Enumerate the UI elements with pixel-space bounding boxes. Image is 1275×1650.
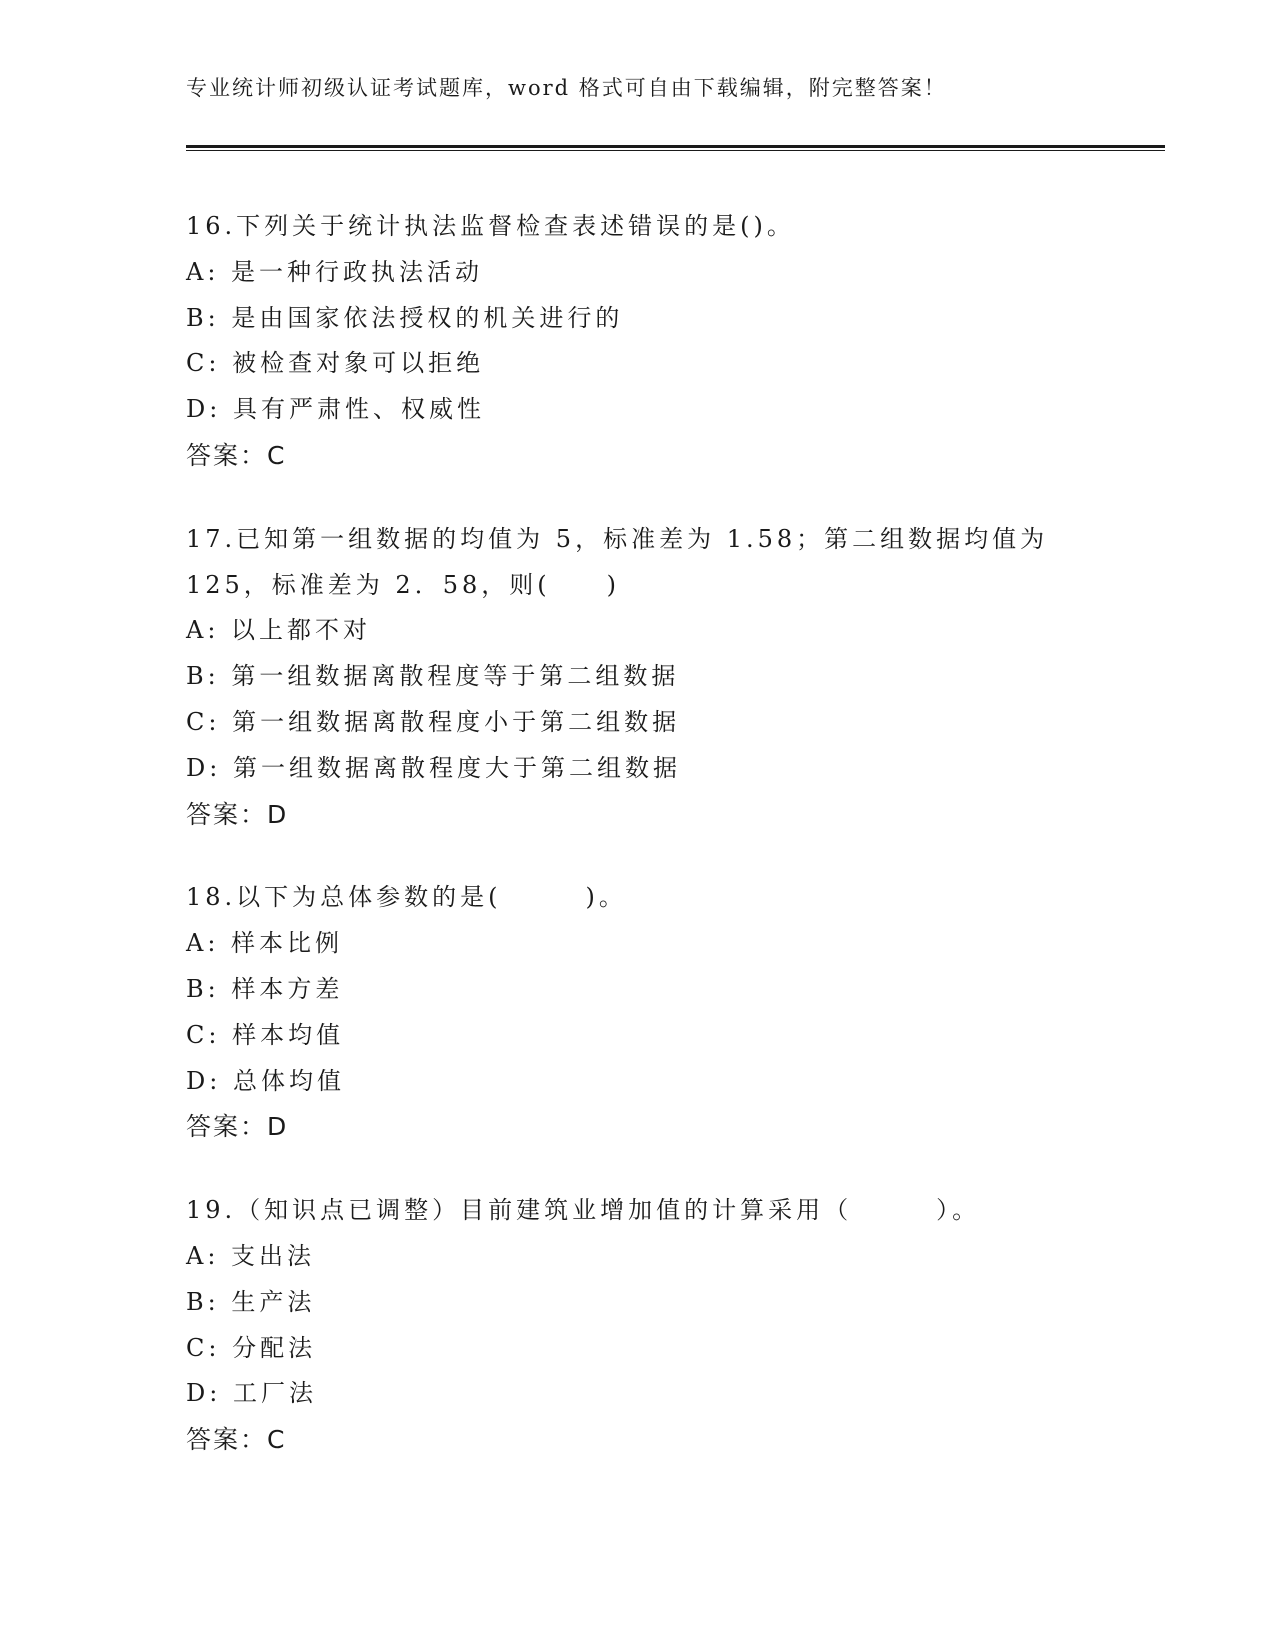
option-c: C: 第一组数据离散程度小于第二组数据: [186, 707, 681, 736]
question-list: [186, 204, 1066, 1501]
option-c: C: 被检查对象可以拒绝: [186, 349, 485, 378]
option-b: B: 是由国家依法授权的机关进行的: [186, 303, 624, 332]
question-18: [186, 875, 1066, 1150]
option-a: A: 支出法: [186, 1241, 316, 1270]
header-rule-thin: [186, 150, 1165, 151]
option-d: D: 第一组数据离散程度大于第二组数据: [186, 753, 681, 782]
option-a: A: 以上都不对: [186, 616, 372, 645]
question-17: [186, 517, 1066, 838]
option-b: B: 生产法: [186, 1287, 316, 1316]
option-a: A: 是一种行政执法活动: [186, 257, 484, 286]
option-a: A: 样本比例: [186, 929, 344, 958]
answer: 答案：D: [186, 1112, 289, 1142]
answer: 答案：C: [186, 1425, 287, 1455]
option-d: D: 具有严肃性、权威性: [186, 395, 485, 424]
option-b: B: 第一组数据离散程度等于第二组数据: [186, 662, 680, 691]
question-stem: 16.下列关于统计执法监督检查表述错误的是()。: [186, 212, 795, 240]
question-stem: 19.（知识点已调整）目前建筑业增加值的计算采用（ ）。: [186, 1196, 981, 1225]
answer: 答案：C: [186, 440, 287, 470]
option-d: D: 总体均值: [186, 1066, 345, 1095]
question-19: [186, 1188, 1066, 1463]
option-c: C: 分配法: [186, 1333, 317, 1362]
option-d: D: 工厂法: [186, 1379, 317, 1408]
question-stem: 17.已知第一组数据的均值为 5，标准差为 1.58；第二组数据均值为: [186, 524, 1049, 553]
header-rule-thick: [186, 145, 1165, 148]
answer: 答案：D: [186, 799, 289, 829]
question-stem-continued: 125，标准差为 2．58，则( ): [186, 570, 620, 599]
question-stem: 18.以下为总体参数的是( )。: [186, 883, 627, 912]
page-header: 专业统计师初级认证考试题库，word 格式可自由下载编辑，附完整答案！: [186, 76, 947, 100]
option-c: C: 样本均值: [186, 1020, 345, 1049]
question-16: [186, 204, 1066, 479]
option-b: B: 样本方差: [186, 974, 344, 1003]
